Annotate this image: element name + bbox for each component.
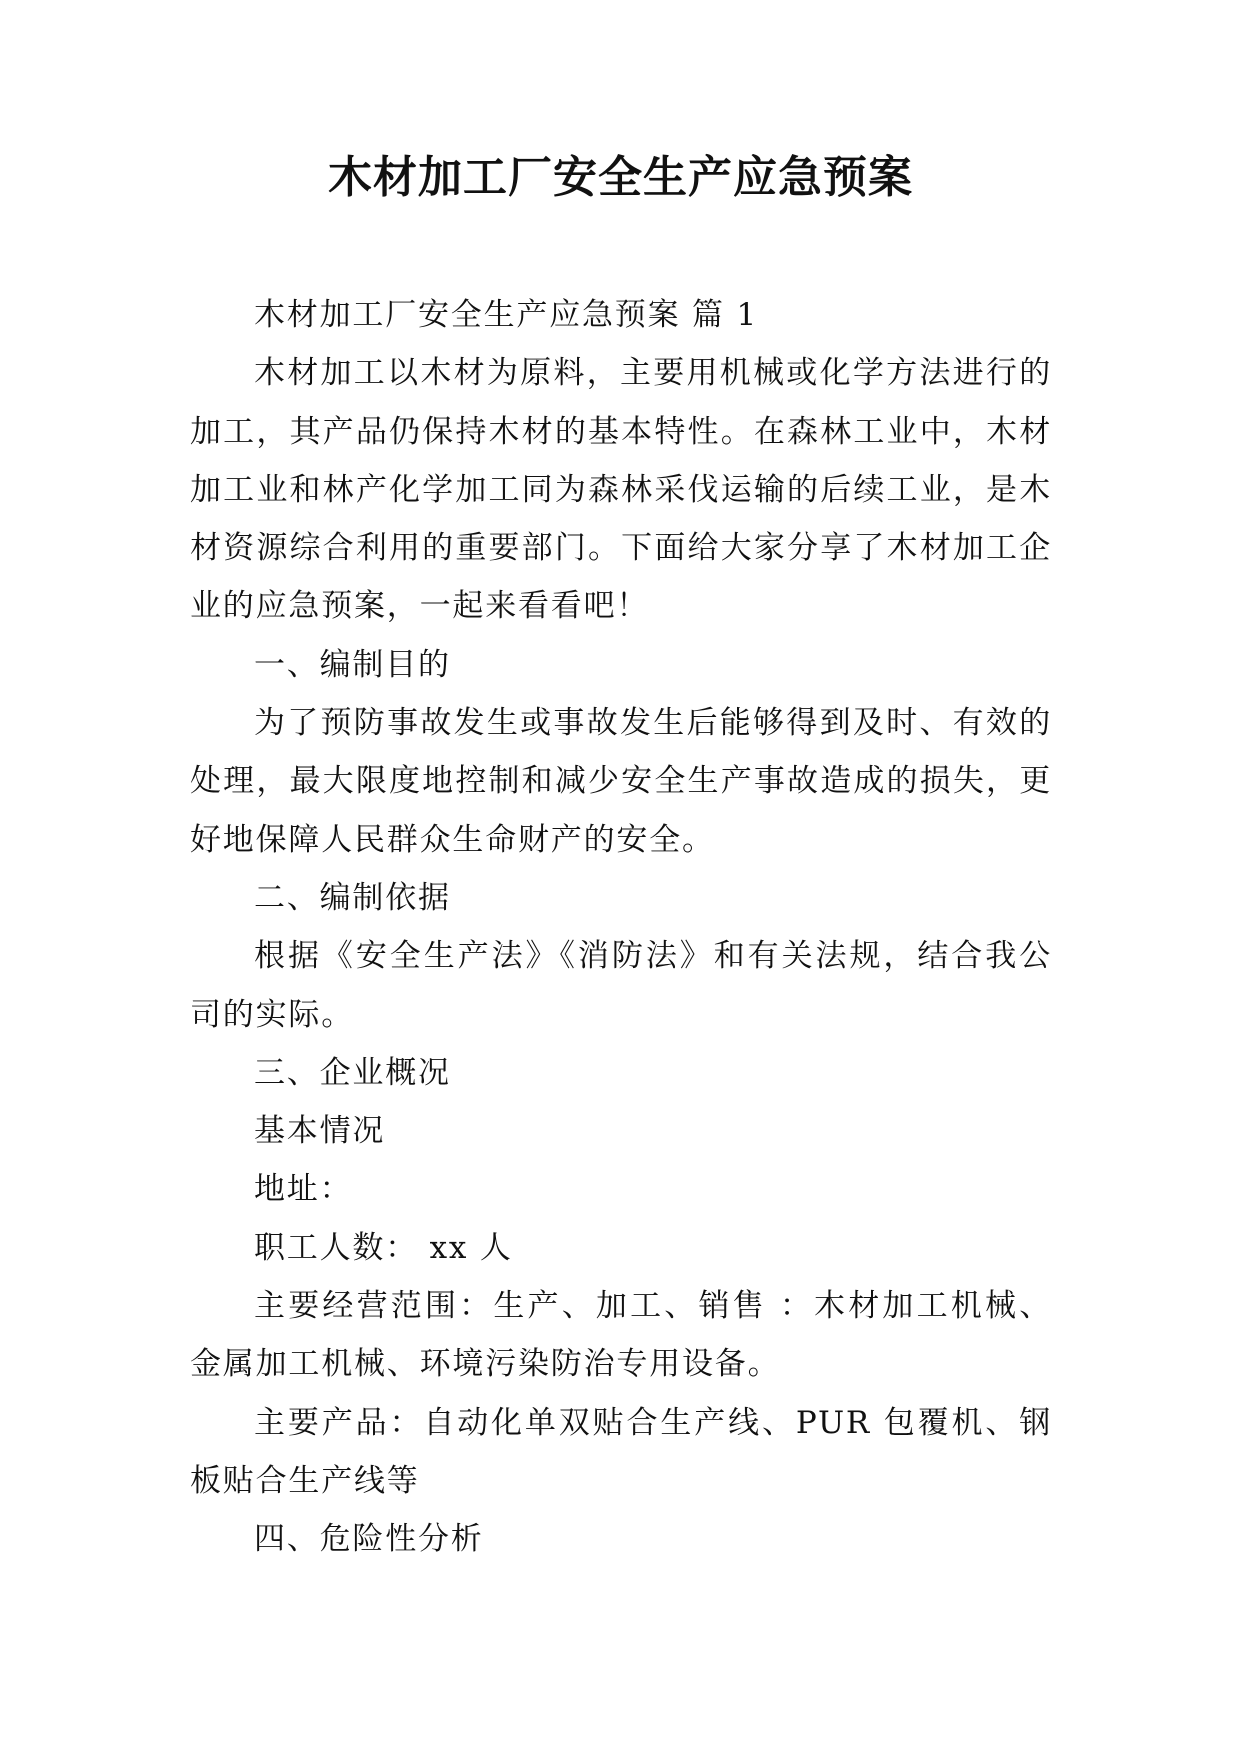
main-products-paragraph: 主要产品：自动化单双贴合生产线、PUR 包覆机、钢板贴合生产线等 [190,1404,1052,1499]
section-heading-purpose: 一、编制目的 [254,646,451,683]
document-title: 木材加工厂安全生产应急预案 [328,152,913,203]
basis-paragraph: 根据《安全生产法》《消防法》和有关法规，结合我公司的实际。 [190,938,1052,1033]
section-heading-risk: 四、危险性分析 [254,1521,484,1558]
purpose-paragraph: 为了预防事故发生或事故发生后能够得到及时、有效的处理，最大限度地控制和减少安全生产事故造成的损失，更好地保障人民群众生命财产的安全。 [190,705,1052,858]
subtitle-paragraph: 木材加工厂安全生产应急预案 篇 1 [254,297,759,333]
document-body [190,286,1052,1569]
section-heading-overview: 三、企业概况 [254,1054,451,1091]
business-scope-paragraph: 主要经营范围：生产、加工、销售 ：木材加工机械、金属加工机械、环境污染防治专用设备。 [190,1288,1052,1383]
address-line: 地址： [254,1171,353,1208]
section-heading-basis: 二、编制依据 [254,879,451,916]
basic-info-label: 基本情况 [254,1113,386,1150]
intro-paragraph: 木材加工以木材为原料，主要用机械或化学方法进行的加工，其产品仍保持木材的基本特性。在森林工业中，木材加工业和林产化学加工同为森林采伐运输的后续工业，是木材资源综合利用的重要部门。下面给大家分享了木材加工企业的应急预案，一起来看看吧！ [190,355,1052,625]
employee-count-line: 职工人数： xx 人 [254,1229,513,1266]
